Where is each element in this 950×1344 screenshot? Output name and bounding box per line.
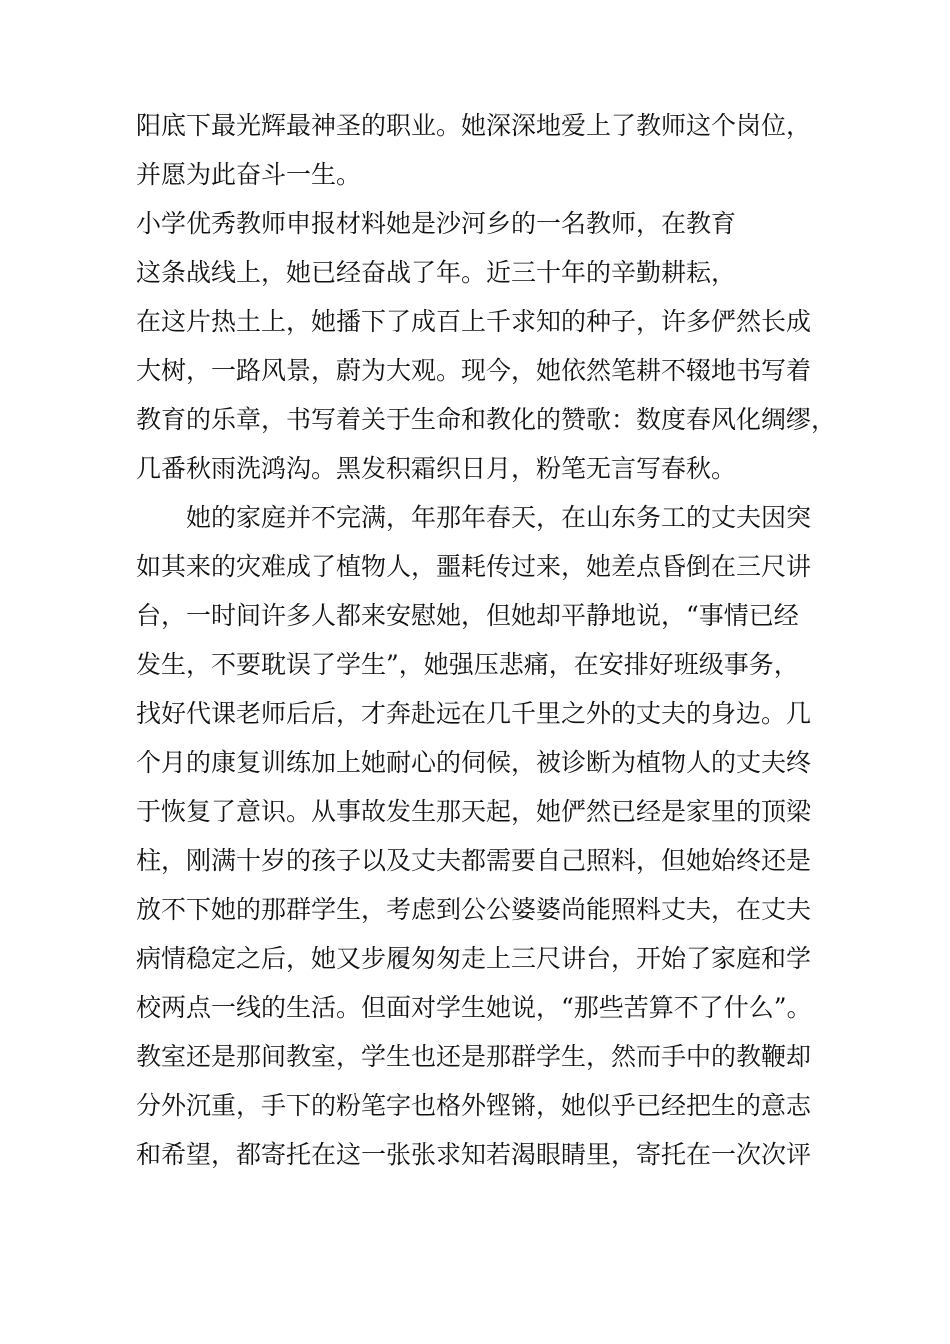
- text-line: 教育的乐章，书写着关于生命和教化的赞歌：数度春风化绸缪，: [136, 405, 837, 434]
- text-line: 并愿为此奋斗一生。: [136, 160, 362, 189]
- text-line: 教室还是那间教室，学生也还是那群学生，然而手中的教鞭却: [136, 1042, 812, 1071]
- text-line: 发生，不要耽误了学生”，她强压悲痛，在安排好班级事务，: [136, 650, 799, 679]
- text-line: 台，一时间许多人都来安慰她，但她却平静地说，“事情已经: [136, 601, 799, 630]
- text-line: 小学优秀教师申报材料她是沙河乡的一名教师，在教育: [136, 209, 737, 238]
- text-line: 柱，刚满十岁的孩子以及丈夫都需要自己照料，但她始终还是: [136, 846, 812, 875]
- text-line: 个月的康复训练加上她耐心的伺候，被诊断为植物人的丈夫终: [136, 748, 812, 777]
- text-line: 阳底下最光辉最神圣的职业。她深深地爱上了教师这个岗位，: [136, 111, 812, 140]
- text-line: 于恢复了意识。从事故发生那天起，她俨然已经是家里的顶梁: [136, 797, 812, 826]
- text-line: 分外沉重，手下的粉笔字也格外铿锵，她似乎已经把生的意志: [136, 1091, 812, 1120]
- text-line: 放不下她的那群学生，考虑到公公婆婆尚能照料丈夫，在丈夫: [136, 895, 812, 924]
- body-text: [136, 101, 836, 1179]
- text-line: 如其来的灾难成了植物人，噩耗传过来，她差点昏倒在三尺讲: [136, 552, 812, 581]
- text-line: 几番秋雨洗鸿沟。黑发积霜织日月，粉笔无言写春秋。: [136, 454, 737, 483]
- text-line: 校两点一线的生活。但面对学生她说，“那些苦算不了什么”。: [136, 993, 812, 1022]
- text-line: 和希望，都寄托在这一张张求知若渴眼睛里，寄托在一次次评: [136, 1140, 812, 1169]
- text-line: 这条战线上，她已经奋战了年。近三十年的辛勤耕耘，: [136, 258, 737, 287]
- text-line: 病情稳定之后，她又步履匆匆走上三尺讲台，开始了家庭和学: [136, 944, 812, 973]
- text-line: 大树，一路风景，蔚为大观。现今，她依然笔耕不辍地书写着: [136, 356, 812, 385]
- text-line: 她的家庭并不完满，年那年春天，在山东务工的丈夫因突: [136, 503, 812, 532]
- text-line: 在这片热土上，她播下了成百上千求知的种子，许多俨然长成: [136, 307, 812, 336]
- text-line: 找好代课老师后后，才奔赴远在几千里之外的丈夫的身边。几: [136, 699, 812, 728]
